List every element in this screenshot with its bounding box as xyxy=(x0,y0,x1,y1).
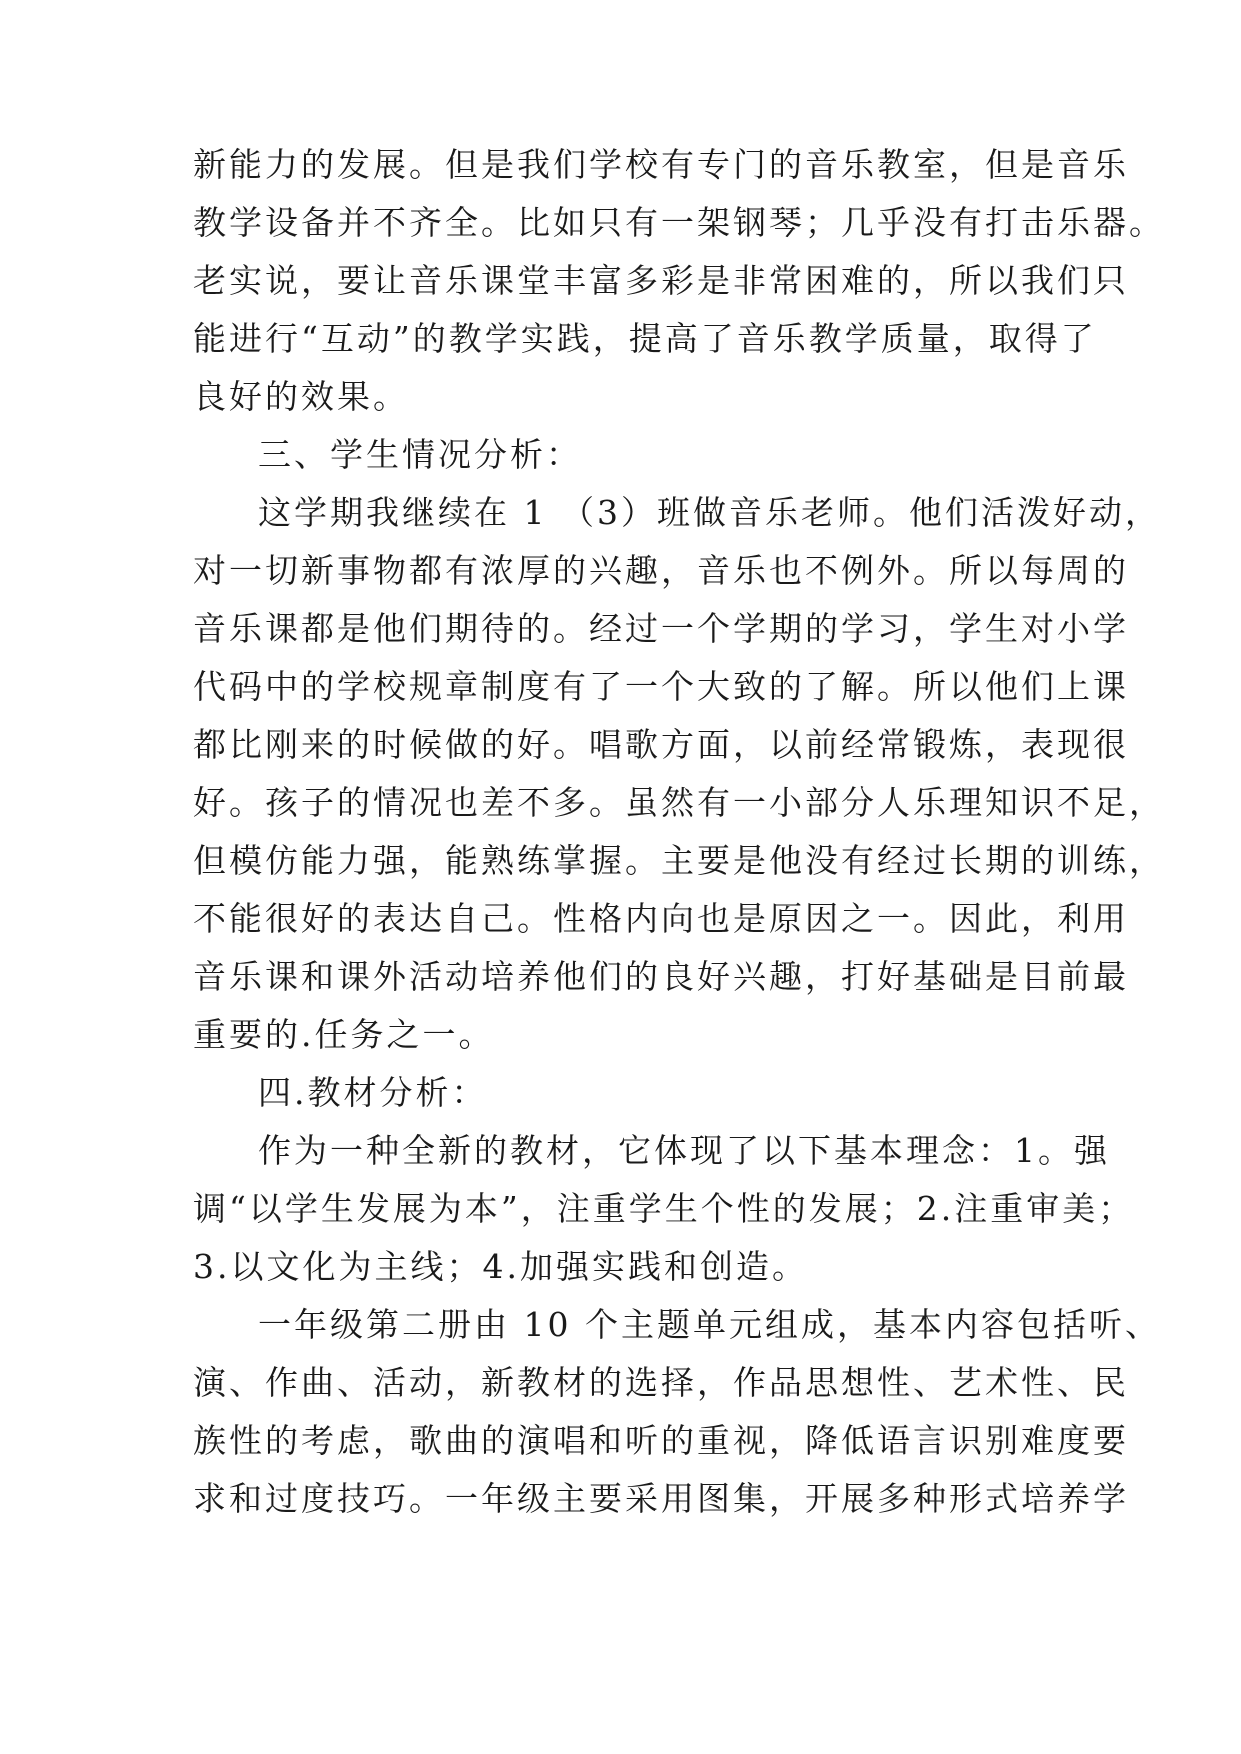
text-line: 3.以文化为主线；4.加强实践和创造。 xyxy=(193,1247,808,1286)
text-line: 但模仿能力强，能熟练掌握。主要是他没有经过长期的训练， xyxy=(193,841,1165,880)
text-line: 都比刚来的时候做的好。唱歌方面，以前经常锻炼，表现很 xyxy=(193,725,1129,764)
text-line: 一年级第二册由 10 个主题单元组成，基本内容包括听、 xyxy=(258,1305,1161,1344)
text-line: 代码中的学校规章制度有了一个大致的了解。所以他们上课 xyxy=(193,667,1129,706)
text-line: 能进行“互动”的教学实践，提高了音乐教学质量，取得了 xyxy=(193,319,1097,358)
text-line: 音乐课和课外活动培养他们的良好兴趣，打好基础是目前最 xyxy=(193,957,1129,996)
text-line: 新能力的发展。但是我们学校有专门的音乐教室，但是音乐 xyxy=(193,145,1129,184)
text-line: 重要的.任务之一。 xyxy=(193,1015,495,1054)
text-line: 这学期我继续在 1 （3）班做音乐老师。他们活泼好动， xyxy=(258,493,1161,532)
text-line: 调“以学生发展为本”，注重学生个性的发展；2.注重审美； xyxy=(193,1189,1135,1228)
text-line: 作为一种全新的教材，它体现了以下基本理念：1。强 xyxy=(258,1131,1110,1170)
text-line: 良好的效果。 xyxy=(193,377,409,416)
section-heading-textbook-analysis: 四.教材分析： xyxy=(258,1073,488,1112)
text-line: 教学设备并不齐全。比如只有一架钢琴；几乎没有打击乐器。 xyxy=(193,203,1165,242)
text-line: 好。孩子的情况也差不多。虽然有一小部分人乐理知识不足， xyxy=(193,783,1165,822)
text-line: 老实说，要让音乐课堂丰富多彩是非常困难的，所以我们只 xyxy=(193,261,1129,300)
text-line: 演、作曲、活动，新教材的选择，作品思想性、艺术性、民 xyxy=(193,1363,1129,1402)
text-line: 求和过度技巧。一年级主要采用图集，开展多种形式培养学 xyxy=(193,1479,1129,1518)
text-line: 不能很好的表达自己。性格内向也是原因之一。因此，利用 xyxy=(193,899,1129,938)
text-line: 对一切新事物都有浓厚的兴趣，音乐也不例外。所以每周的 xyxy=(193,551,1129,590)
text-line: 族性的考虑，歌曲的演唱和听的重视，降低语言识别难度要 xyxy=(193,1421,1129,1460)
section-heading-student-analysis: 三、学生情况分析： xyxy=(258,435,582,474)
text-line: 音乐课都是他们期待的。经过一个学期的学习，学生对小学 xyxy=(193,609,1129,648)
